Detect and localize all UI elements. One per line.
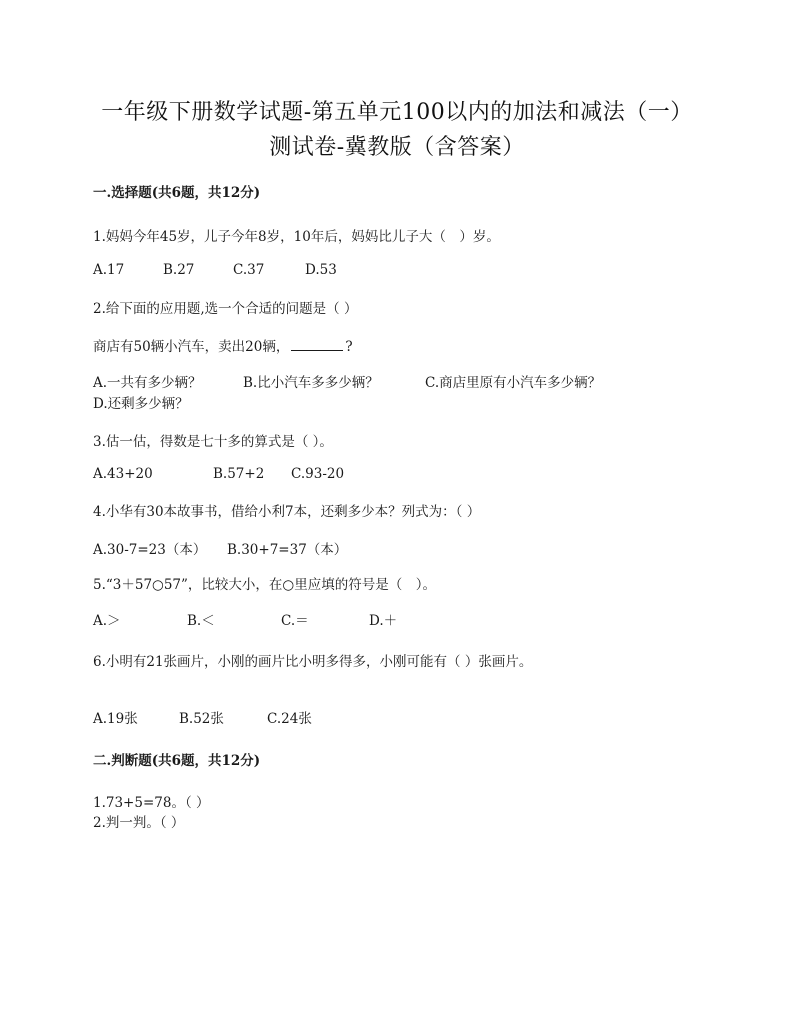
- question-2-context-text: 商店有50辆小汽车，卖出20辆，: [93, 339, 290, 355]
- question-2-option-a: A.一共有多少辆？: [93, 375, 202, 391]
- question-2-option-c: C.商店里原有小汽车多少辆？: [425, 375, 602, 391]
- question-6-option-a: A.19张: [93, 711, 138, 727]
- question-1-option-d: D.53: [305, 262, 337, 278]
- section-heading-judgement: 二.判断题(共6题，共12分): [93, 753, 261, 769]
- question-5-options: [93, 609, 397, 629]
- question-6-stem: 6.小明有21张画片，小刚的画片比小明多得多，小刚可能有（ ）张画片。: [93, 654, 533, 670]
- question-4-option-a: A.30-7=23（本）: [93, 542, 207, 558]
- question-1-options: [93, 262, 337, 278]
- question-2-context-end: ?: [345, 339, 353, 355]
- question-1-option-a: A.17: [93, 262, 125, 278]
- question-1-option-b: B.27: [163, 262, 195, 278]
- question-5-option-d: D.＋: [369, 613, 398, 629]
- question-2-stem: 2.给下面的应用题,选一个合适的问题是（ ）: [93, 301, 358, 317]
- document-title-line2: 测试卷-冀教版（含答案）: [269, 135, 525, 160]
- section-heading-choice: 一.选择题(共6题，共12分): [93, 185, 261, 201]
- question-4-option-b: B.30+7=37（本）: [227, 542, 348, 558]
- question-2-options: [93, 371, 601, 391]
- question-5-option-a: A.＞: [93, 613, 121, 629]
- question-5-stem: 5.“3＋57○57”，比较大小，在○里应填的符号是（ ）。: [93, 577, 436, 593]
- question-3-option-c: C.93-20: [291, 466, 345, 482]
- judgement-2-stem: 2.判一判。（ ）: [93, 815, 185, 831]
- question-6-options: [93, 707, 312, 727]
- question-2-context: [93, 335, 353, 355]
- document-title-line1: 一年级下册数学试题-第五单元100以内的加法和减法（一）: [101, 100, 693, 125]
- question-3-options: [93, 466, 344, 482]
- question-1-stem: 1.妈妈今年45岁，儿子今年8岁，10年后，妈妈比儿子大（ ）岁。: [93, 229, 500, 245]
- question-5-option-c: C.＝: [281, 613, 309, 629]
- question-6-option-b: B.52张: [179, 711, 224, 727]
- question-3-option-a: A.43+20: [93, 466, 153, 482]
- answer-blank: [291, 338, 343, 351]
- question-3-option-b: B.57+2: [213, 466, 265, 482]
- question-6-option-c: C.24张: [267, 711, 312, 727]
- question-3-stem: 3.估一估，得数是七十多的算式是（ ）。: [93, 434, 333, 450]
- question-5-option-b: B.＜: [187, 613, 215, 629]
- question-4-options: [93, 538, 347, 558]
- question-2-option-d: D.还剩多少辆？: [93, 396, 189, 412]
- question-2-option-b: B.比小汽车多多少辆？: [243, 375, 379, 391]
- question-1-option-c: C.37: [233, 262, 265, 278]
- question-4-stem: 4.小华有30本故事书，借给小利7本，还剩多少本？列式为：（ ）: [93, 504, 481, 520]
- judgement-1-stem: 1.73+5=78。（ ）: [93, 795, 210, 811]
